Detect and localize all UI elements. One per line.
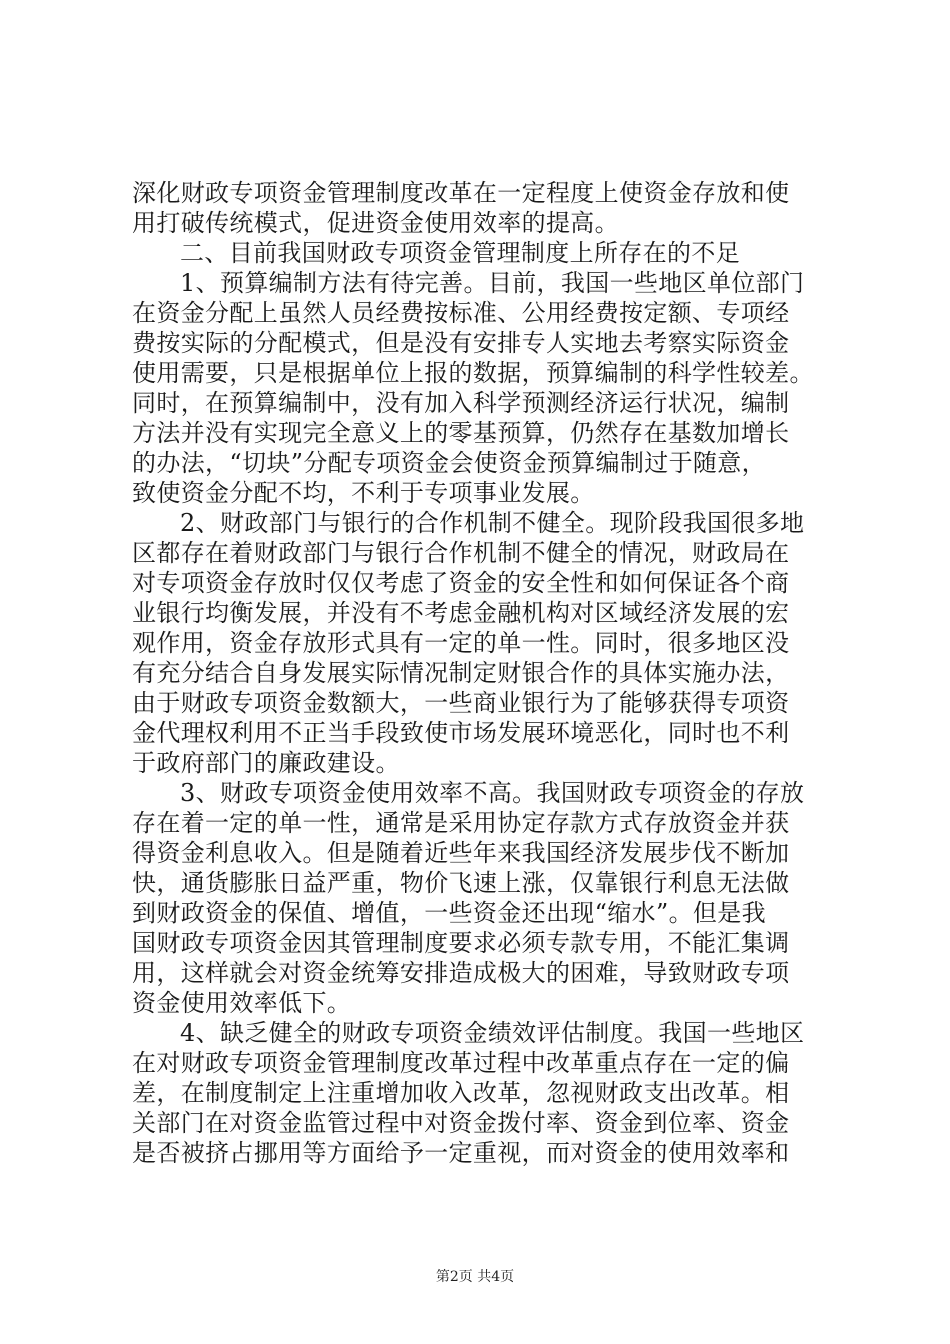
text-line: 在资金分配上虽然人员经费按标准、公用经费按定额、专项经 [132, 299, 790, 327]
text-line: 深化财政专项资金管理制度改革在一定程度上使资金存放和使 [132, 179, 790, 207]
text-line: 4、缺乏健全的财政专项资金绩效评估制度。我国一些地区 [180, 1019, 805, 1047]
text-line: 快，通货膨胀日益严重，物价飞速上涨，仅靠银行利息无法做 [132, 869, 790, 897]
text-line: 区都存在着财政部门与银行合作机制不健全的情况，财政局在 [132, 539, 790, 567]
text-line: 费按实际的分配模式，但是没有安排专人实地去考察实际资金 [132, 329, 790, 357]
text-line: 3、财政专项资金使用效率不高。我国财政专项资金的存放 [180, 779, 805, 807]
text-line: 资金使用效率低下。 [132, 989, 352, 1017]
text-line: 得资金利息收入。但是随着近些年来我国经济发展步伐不断加 [132, 839, 790, 867]
text-line: 有充分结合自身发展实际情况制定财银合作的具体实施办法， [132, 659, 790, 687]
text-line: 对专项资金存放时仅仅考虑了资金的安全性和如何保证各个商 [132, 569, 790, 597]
text-line: 存在着一定的单一性，通常是采用协定存款方式存放资金并获 [132, 809, 790, 837]
text-line: 国财政专项资金因其管理制度要求必须专款专用，不能汇集调 [132, 929, 790, 957]
text-line: 二、目前我国财政专项资金管理制度上所存在的不足 [180, 239, 741, 267]
text-line: 1、预算编制方法有待完善。目前，我国一些地区单位部门 [180, 269, 805, 297]
text-line: 关部门在对资金监管过程中对资金拨付率、资金到位率、资金 [132, 1109, 790, 1137]
text-line: 到财政资金的保值、增值，一些资金还出现“缩水”。但是我 [132, 899, 766, 927]
text-line: 用，这样就会对资金统筹安排造成极大的困难，导致财政专项 [132, 959, 790, 987]
text-line: 金代理权利用不正当手段致使市场发展环境恶化，同时也不利 [132, 719, 790, 747]
page-footer: 第2页 共4页 [435, 1269, 515, 1285]
text-line: 的办法，“切块”分配专项资金会使资金预算编制过于随意， [132, 449, 766, 477]
text-line: 是否被挤占挪用等方面给予一定重视，而对资金的使用效率和 [132, 1139, 790, 1167]
text-line: 2、财政部门与银行的合作机制不健全。现阶段我国很多地 [180, 509, 805, 537]
text-line: 方法并没有实现完全意义上的零基预算，仍然存在基数加增长 [132, 419, 790, 447]
text-line: 业银行均衡发展，并没有不考虑金融机构对区域经济发展的宏 [132, 599, 790, 627]
text-line: 致使资金分配不均，不利于专项事业发展。 [132, 479, 595, 507]
text-line: 用打破传统模式，促进资金使用效率的提高。 [132, 209, 619, 237]
text-line: 差，在制度制定上注重增加收入改革，忽视财政支出改革。相 [132, 1079, 790, 1107]
text-line: 在对财政专项资金管理制度改革过程中改革重点存在一定的偏 [132, 1049, 790, 1077]
text-line: 使用需要，只是根据单位上报的数据，预算编制的科学性较差。 [132, 359, 814, 387]
text-line: 同时，在预算编制中，没有加入科学预测经济运行状况，编制 [132, 389, 790, 417]
text-line: 观作用，资金存放形式具有一定的单一性。同时，很多地区没 [132, 629, 790, 657]
text-line: 于政府部门的廉政建设。 [132, 749, 400, 777]
text-line: 由于财政专项资金数额大，一些商业银行为了能够获得专项资 [132, 689, 790, 717]
document-body [132, 178, 832, 1168]
